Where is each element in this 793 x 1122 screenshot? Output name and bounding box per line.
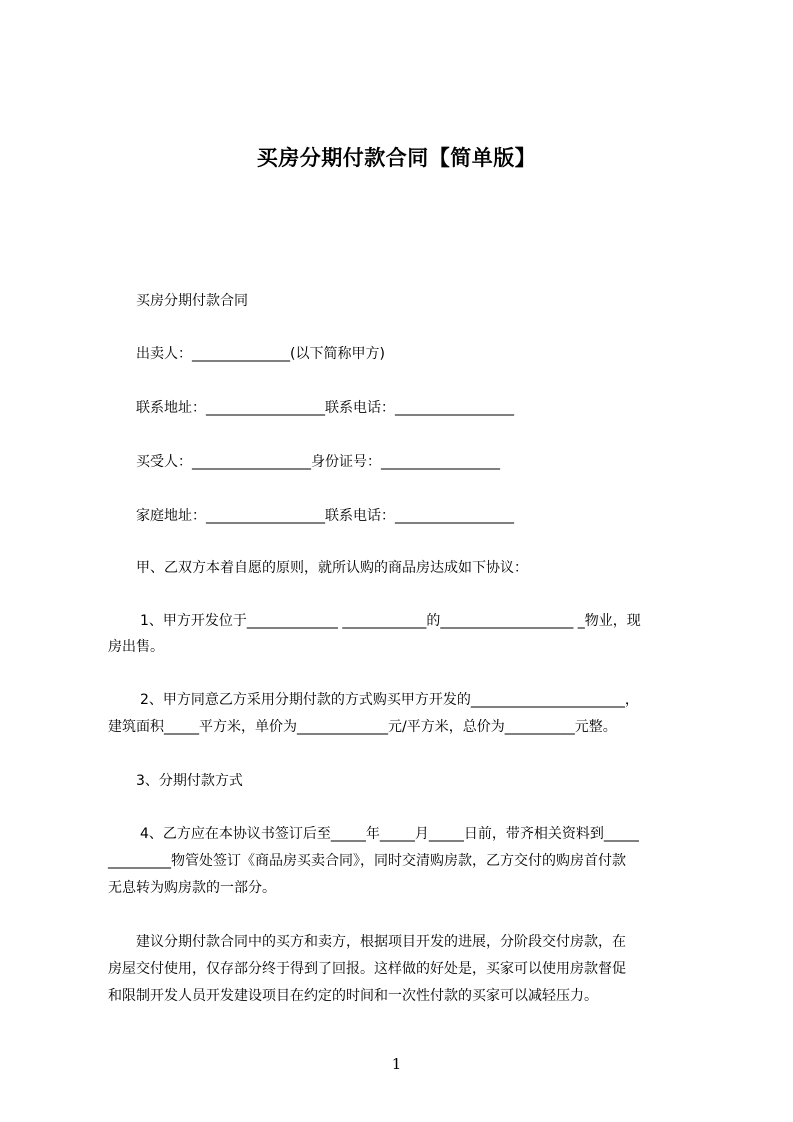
- clause-1-line-1: 1、甲方开发位于_____________ ____________的___________________ _物业，现: [140, 613, 641, 629]
- clause-2-line-2: 建筑面积_____平方米，单价为_____________元/平方米，总价为__________元整。: [108, 719, 617, 735]
- clause-1-line-2: 房出售。: [108, 639, 164, 655]
- clause-4-line-1: 4、乙方应在本协议书签订后至_____年_____月_____日前，带齐相关资料到_____: [140, 826, 639, 842]
- buyer-contact-line: 家庭地址：_________________联系电话：_________________: [136, 508, 514, 524]
- clause-2-line-1: 2、甲方同意乙方采用分期付款的方式购买甲方开发的______________________，: [140, 692, 639, 708]
- buyer-line: 买受人：_________________身份证号：_________________: [136, 454, 500, 470]
- contract-subtitle: 买房分期付款合同: [136, 293, 248, 309]
- seller-line: 出卖人：______________(以下简称甲方): [136, 346, 385, 362]
- clause-3-heading: 3、分期付款方式: [136, 773, 243, 789]
- seller-contact-line: 联系地址：_________________联系电话：_________________: [136, 400, 514, 416]
- advice-line-1: 建议分期付款合同中的买方和卖方，根据项目开发的进展，分阶段交付房款，在: [136, 934, 626, 950]
- advice-line-2: 房屋交付使用，仅存部分终于得到了回报。这样做的好处是，买家可以使用房款督促: [108, 961, 626, 977]
- page-number: 1: [391, 1055, 402, 1073]
- clause-4-line-2: _________物管处签订《商品房买卖合同》，同时交清购房款，乙方交付的购房首付款: [108, 853, 626, 869]
- clause-4-line-3: 无息转为购房款的一部分。: [108, 880, 276, 896]
- intro-paragraph: 甲、乙双方本着自愿的原则，就所认购的商品房达成如下协议：: [136, 560, 528, 576]
- advice-line-3: 和限制开发人员开发建设项目在约定的时间和一次性付款的买家可以减轻压力。: [108, 988, 598, 1004]
- document-title: 买房分期付款合同【简单版】: [256, 146, 537, 170]
